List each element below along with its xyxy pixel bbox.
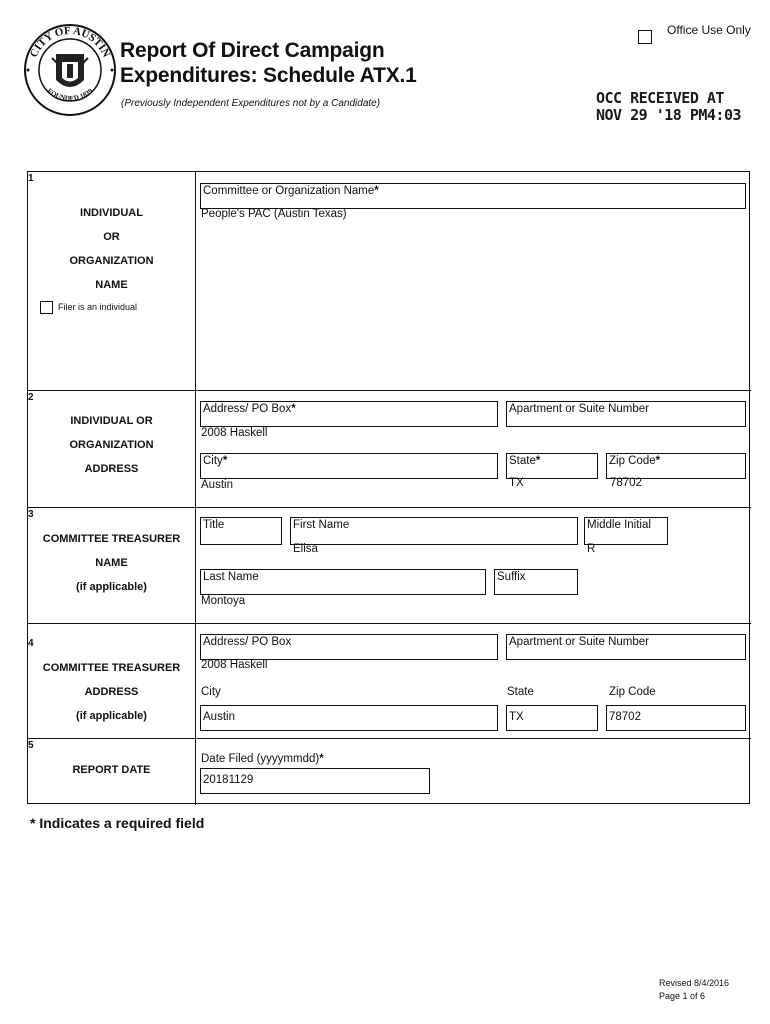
page-title <box>120 38 417 88</box>
page-subtitle: (Previously Independent Expenditures not by a Candidate) <box>121 98 381 109</box>
city-value: Austin <box>201 479 233 491</box>
received-stamp <box>596 90 741 124</box>
field-label: Last Name <box>203 571 259 583</box>
svg-text:FOUNDED 1839: FOUNDED 1839 <box>45 86 95 103</box>
treasurer-city-label: City <box>201 686 221 698</box>
field-label: Address/ PO Box <box>203 636 292 648</box>
label-line: NAME <box>95 557 128 569</box>
city-of-austin-seal <box>22 22 118 118</box>
stamp-line-1: OCC RECEIVED AT <box>596 89 724 107</box>
label-line: NAME <box>95 279 128 291</box>
label-line: (if applicable) <box>76 710 147 722</box>
treasurer-state-label: State <box>507 686 534 698</box>
address-field[interactable] <box>200 401 498 427</box>
label-line: COMMITTEE TREASURER <box>42 662 181 674</box>
form-table <box>27 171 750 804</box>
treasurer-address-field[interactable] <box>200 634 498 660</box>
label-line: ADDRESS <box>84 463 139 475</box>
section-2-label <box>28 409 195 481</box>
section-divider <box>28 390 751 391</box>
treasurer-address-value: 2008 Haskell <box>201 659 268 671</box>
last-name-value: Montoya <box>201 595 246 607</box>
field-value: 78702 <box>609 711 641 723</box>
section-number: 5 <box>28 740 34 751</box>
middle-initial-field[interactable] <box>584 517 668 545</box>
label-line: ORGANIZATION <box>69 439 154 451</box>
section-number: 4 <box>28 638 34 649</box>
middle-initial-value: R <box>587 543 596 555</box>
label-line: INDIVIDUAL <box>80 207 143 219</box>
title-field[interactable] <box>200 517 282 545</box>
address-value: 2008 Haskell <box>201 427 268 439</box>
label-line: COMMITTEE TREASURER <box>42 533 181 545</box>
page-number: Page 1 of 6 <box>659 991 706 1001</box>
apartment-field[interactable] <box>506 401 746 427</box>
section-divider <box>28 507 751 508</box>
field-value: 20181129 <box>203 774 254 786</box>
field-label: State* <box>509 455 541 467</box>
required-field-note: * Indicates a required field <box>30 815 205 831</box>
section-number: 1 <box>28 173 34 184</box>
label-line: OR <box>103 231 120 243</box>
treasurer-city-field[interactable] <box>200 705 498 731</box>
state-field[interactable] <box>506 453 598 479</box>
report-date-label: REPORT DATE <box>72 764 151 776</box>
field-label: Suffix <box>497 571 526 583</box>
field-label: Committee or Organization Name* <box>203 185 379 197</box>
field-label: Apartment or Suite Number <box>509 403 649 415</box>
committee-name-value: People's PAC (Austin Texas) <box>201 208 347 220</box>
label-line: ORGANIZATION <box>69 255 154 267</box>
svg-text:CITY OF AUSTIN: CITY OF AUSTIN <box>27 24 113 60</box>
field-value: Austin <box>203 711 235 723</box>
treasurer-zip-label: Zip Code <box>609 686 656 698</box>
field-label: Address/ PO Box* <box>203 403 296 415</box>
treasurer-zip-field[interactable] <box>606 705 746 731</box>
first-name-field[interactable] <box>290 517 578 545</box>
section-number: 3 <box>28 509 34 520</box>
first-name-value: Elisa <box>293 543 318 555</box>
section-divider <box>28 623 751 624</box>
field-label: First Name <box>293 519 350 531</box>
committee-name-field[interactable] <box>200 183 746 209</box>
date-filed-label: Date Filed (yyyymmdd)* <box>201 753 324 765</box>
section-4-label <box>28 656 195 728</box>
section-1-label <box>28 201 195 297</box>
column-divider <box>195 172 196 805</box>
title-line-2: Expenditures: Schedule ATX.1 <box>120 64 417 87</box>
office-use-label: Office Use Only <box>667 23 751 37</box>
zip-value: 78702 <box>610 477 642 489</box>
filer-individual-checkbox[interactable] <box>40 301 53 314</box>
treasurer-apartment-field[interactable] <box>506 634 746 660</box>
city-field[interactable] <box>200 453 498 479</box>
state-value: TX <box>509 477 524 489</box>
field-label: Apartment or Suite Number <box>509 636 649 648</box>
label-line: (if applicable) <box>76 581 147 593</box>
stamp-line-2: NOV 29 '18 PM4:03 <box>596 106 742 124</box>
office-use-checkbox[interactable] <box>638 30 652 44</box>
title-line-1: Report Of Direct Campaign <box>120 39 385 62</box>
date-filed-field[interactable] <box>200 768 430 794</box>
section-divider <box>28 738 751 739</box>
field-label: Title <box>203 519 225 531</box>
zip-field[interactable] <box>606 453 746 479</box>
section-number: 2 <box>28 392 34 403</box>
field-label: Middle Initial <box>587 519 651 531</box>
last-name-field[interactable] <box>200 569 486 595</box>
page-footer <box>659 977 729 1003</box>
filer-individual-label: Filer is an individual <box>58 302 138 312</box>
label-line: ADDRESS <box>84 686 139 698</box>
field-label: Zip Code* <box>609 455 661 467</box>
section-3-label <box>28 527 195 599</box>
field-value: TX <box>509 711 524 723</box>
revised-date: Revised 8/4/2016 <box>659 978 730 988</box>
field-label: City* <box>203 455 228 467</box>
suffix-field[interactable] <box>494 569 578 595</box>
treasurer-state-field[interactable] <box>506 705 598 731</box>
label-line: INDIVIDUAL OR <box>70 415 153 427</box>
